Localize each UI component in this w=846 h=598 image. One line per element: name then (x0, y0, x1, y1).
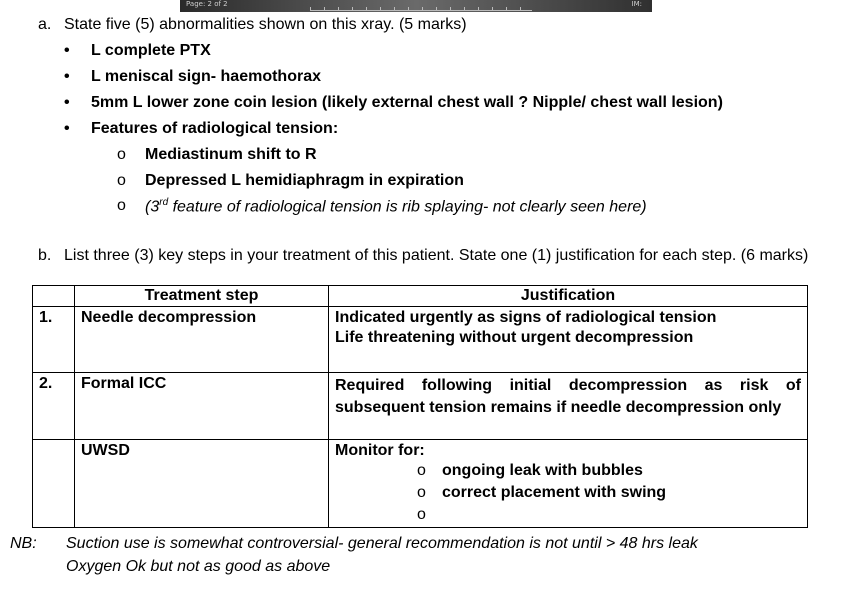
table-row (33, 373, 808, 440)
note-prefix: (3 (145, 198, 160, 216)
monitor-text: correct placement with swing (442, 484, 667, 501)
sub-bullet-text: Mediastinum shift to R (145, 146, 317, 163)
circle-bullet-icon: o (417, 484, 426, 501)
monitor-item (335, 462, 801, 484)
treatment-table (32, 285, 808, 528)
row-number: 2. (33, 373, 75, 440)
monitor-item (335, 506, 801, 522)
nb-label: NB: (10, 535, 37, 552)
row-justification (329, 440, 808, 528)
xray-im-label: IM: (631, 0, 642, 8)
note-superscript: rd (159, 197, 169, 208)
note-text: feature of radiological tension is rib splaying- not clearly seen here) (168, 198, 647, 216)
question-b (38, 247, 808, 265)
row-justification (329, 307, 808, 373)
xray-page-label: Page: 2 of 2 (186, 0, 228, 8)
circle-bullet-icon: o (117, 146, 126, 163)
xray-ruler (310, 7, 532, 11)
nb-line: Suction use is somewhat controversial- general recommendation is not until > 48 hrs leak (66, 535, 698, 552)
row-number (33, 440, 75, 528)
table-row (33, 440, 808, 528)
bullet-dot-icon: • (64, 42, 70, 59)
table-header-row (33, 286, 808, 307)
circle-bullet-icon: o (417, 506, 426, 523)
question-b-letter: b. (38, 247, 52, 264)
bullet-text: L complete PTX (91, 42, 211, 59)
question-b-text: List three (3) key steps in your treatment of this patient. State one (1) justification for each step. (6 marks) (64, 247, 809, 264)
nb-line: Oxygen Ok but not as good as above (66, 558, 331, 575)
row-justification: Required following initial decompression as risk of subsequent tension remains if needle decompression only (329, 373, 808, 440)
table-header-justification: Justification (329, 286, 808, 307)
monitor-label: Monitor for: (335, 442, 425, 459)
table-header-num (33, 286, 75, 307)
bullet-dot-icon: • (64, 68, 70, 85)
sub-bullet-text: Depressed L hemidiaphragm in expiration (145, 172, 464, 189)
question-a-letter: a. (38, 16, 52, 33)
xray-image-strip (180, 0, 652, 12)
italic-note (145, 197, 647, 216)
row-step: Formal ICC (75, 373, 329, 440)
bullet-text: L meniscal sign- haemothorax (91, 68, 321, 85)
row-step: UWSD (75, 440, 329, 528)
bullet-text: Features of radiological tension: (91, 120, 339, 137)
circle-bullet-icon: o (117, 172, 126, 189)
bullet-dot-icon: • (64, 94, 70, 111)
monitor-text: ongoing leak with bubbles (442, 462, 643, 479)
question-a (38, 16, 467, 34)
bullet-text: 5mm L lower zone coin lesion (likely external chest wall ? Nipple/ chest wall lesion) (91, 94, 723, 111)
bullet-dot-icon: • (64, 120, 70, 137)
circle-bullet-icon: o (117, 197, 126, 214)
row-step: Needle decompression (75, 307, 329, 373)
justification-line: Life threatening without urgent decompression (335, 329, 694, 346)
question-a-text: State five (5) abnormalities shown on this xray. (5 marks) (64, 16, 467, 33)
table-header-step: Treatment step (75, 286, 329, 307)
monitor-list (335, 462, 801, 522)
circle-bullet-icon: o (417, 462, 426, 479)
table-row (33, 307, 808, 373)
monitor-item (335, 484, 801, 506)
justification-line: Indicated urgently as signs of radiological tension (335, 309, 717, 326)
row-number: 1. (33, 307, 75, 373)
